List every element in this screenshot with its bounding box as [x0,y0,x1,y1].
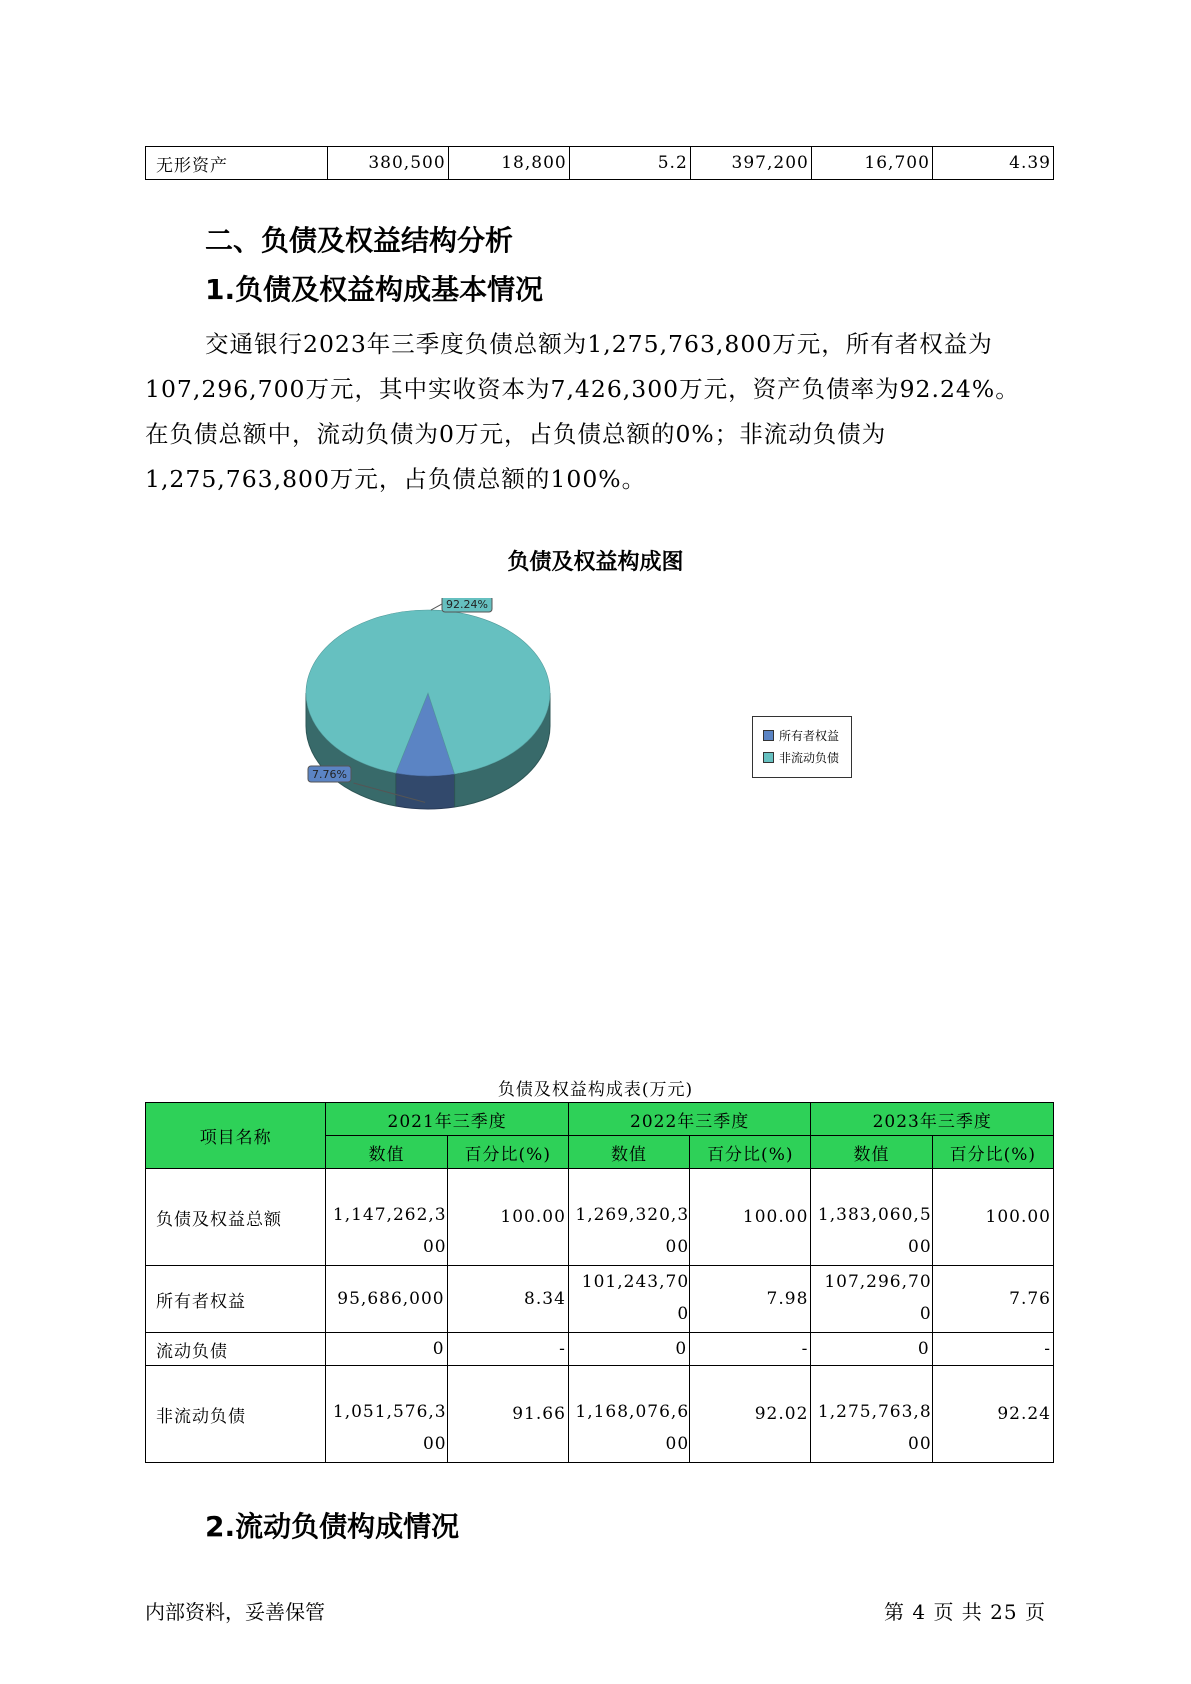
legend-label: 非流动负债 [779,750,840,765]
header-row [146,1103,1054,1136]
cell: 380,500 [327,147,448,180]
cell: 1,168,076,600 [568,1366,689,1463]
cell: 0 [326,1333,447,1366]
subheader-pct: 百分比(%) [932,1136,1053,1169]
header-period: 2023年三季度 [811,1103,1054,1136]
cell: - [932,1333,1053,1366]
paragraph-line-3: 在负债总额中，流动负债为0万元，占负债总额的0%；非流动负债为 [145,420,887,448]
cell: 8.34 [447,1266,568,1333]
cell: 397,200 [690,147,811,180]
cell: 101,243,700 [568,1266,689,1333]
subheader-pct: 百分比(%) [690,1136,811,1169]
cell: 16,700 [811,147,932,180]
table-row [146,1266,1054,1333]
cell: 5.2 [569,147,690,180]
chart-legend [752,716,852,778]
table-row [146,1333,1054,1366]
pie-slice-side [396,773,455,809]
paragraph-line-1: 交通银行2023年三季度负债总额为1,275,763,800万元，所有者权益为 [205,330,993,358]
cell: 92.24 [932,1366,1053,1463]
cell: 1,383,060,500 [811,1169,932,1266]
cell: 0 [811,1333,932,1366]
cell: - [447,1333,568,1366]
footer-note: 内部资料，妥善保管 [145,1600,325,1624]
cell: 1,051,576,300 [326,1366,447,1463]
row-name: 流动负债 [146,1333,326,1366]
cell: 100.00 [932,1169,1053,1266]
pie-top [306,610,550,776]
cell: 7.76 [932,1266,1053,1333]
cell: 92.02 [690,1366,811,1463]
row-name: 非流动负债 [146,1366,326,1463]
cell: - [690,1333,811,1366]
table-row [146,147,1054,180]
main-table [145,1102,1054,1463]
subsection-title-2: 2.流动负债构成情况 [205,1510,460,1543]
pie-data-label [442,598,492,612]
subheader-value: 数值 [326,1136,447,1169]
cell: 100.00 [447,1169,568,1266]
cell: 1,147,262,300 [326,1169,447,1266]
cell: 100.00 [690,1169,811,1266]
table-row [146,1366,1054,1463]
legend-item-noncurrent-liabilities [763,749,839,765]
page-number: 第 4 页 共 25 页 [884,1600,1046,1624]
legend-label: 所有者权益 [779,728,840,743]
header-period: 2021年三季度 [326,1103,569,1136]
section-title: 二、负债及权益结构分析 [205,224,514,257]
row-name: 所有者权益 [146,1266,326,1333]
cell: 7.98 [690,1266,811,1333]
cell: 18,800 [448,147,569,180]
row-name: 无形资产 [146,147,328,180]
legend-item-equity [763,727,839,743]
cell: 1,275,763,800 [811,1366,932,1463]
paragraph-line-4: 1,275,763,800万元，占负债总额的100%。 [145,465,647,493]
table-title: 负债及权益构成表(万元) [497,1080,694,1100]
subheader-value: 数值 [811,1136,932,1169]
top-table [145,146,1054,180]
subheader-pct: 百分比(%) [447,1136,568,1169]
cell: 91.66 [447,1366,568,1463]
row-name: 负债及权益总额 [146,1169,326,1266]
pie-data-label [308,766,351,782]
pie-label-text: 92.24% [446,598,488,611]
pie-label-text: 7.76% [312,768,347,781]
pie-chart [290,598,590,858]
chart-title: 负债及权益构成图 [507,550,684,575]
paragraph-line-2: 107,296,700万元，其中实收资本为7,426,300万元，资产负债率为92.24%。 [145,375,1020,403]
cell: 107,296,700 [811,1266,932,1333]
legend-swatch [763,730,774,741]
cell: 1,269,320,300 [568,1169,689,1266]
cell: 95,686,000 [326,1266,447,1333]
header-period: 2022年三季度 [568,1103,811,1136]
cell: 4.39 [932,147,1053,180]
header-item: 项目名称 [146,1103,326,1169]
table-row [146,1169,1054,1266]
subheader-value: 数值 [568,1136,689,1169]
subsection-title-1: 1.负债及权益构成基本情况 [205,273,544,306]
legend-swatch [763,752,774,763]
cell: 0 [568,1333,689,1366]
